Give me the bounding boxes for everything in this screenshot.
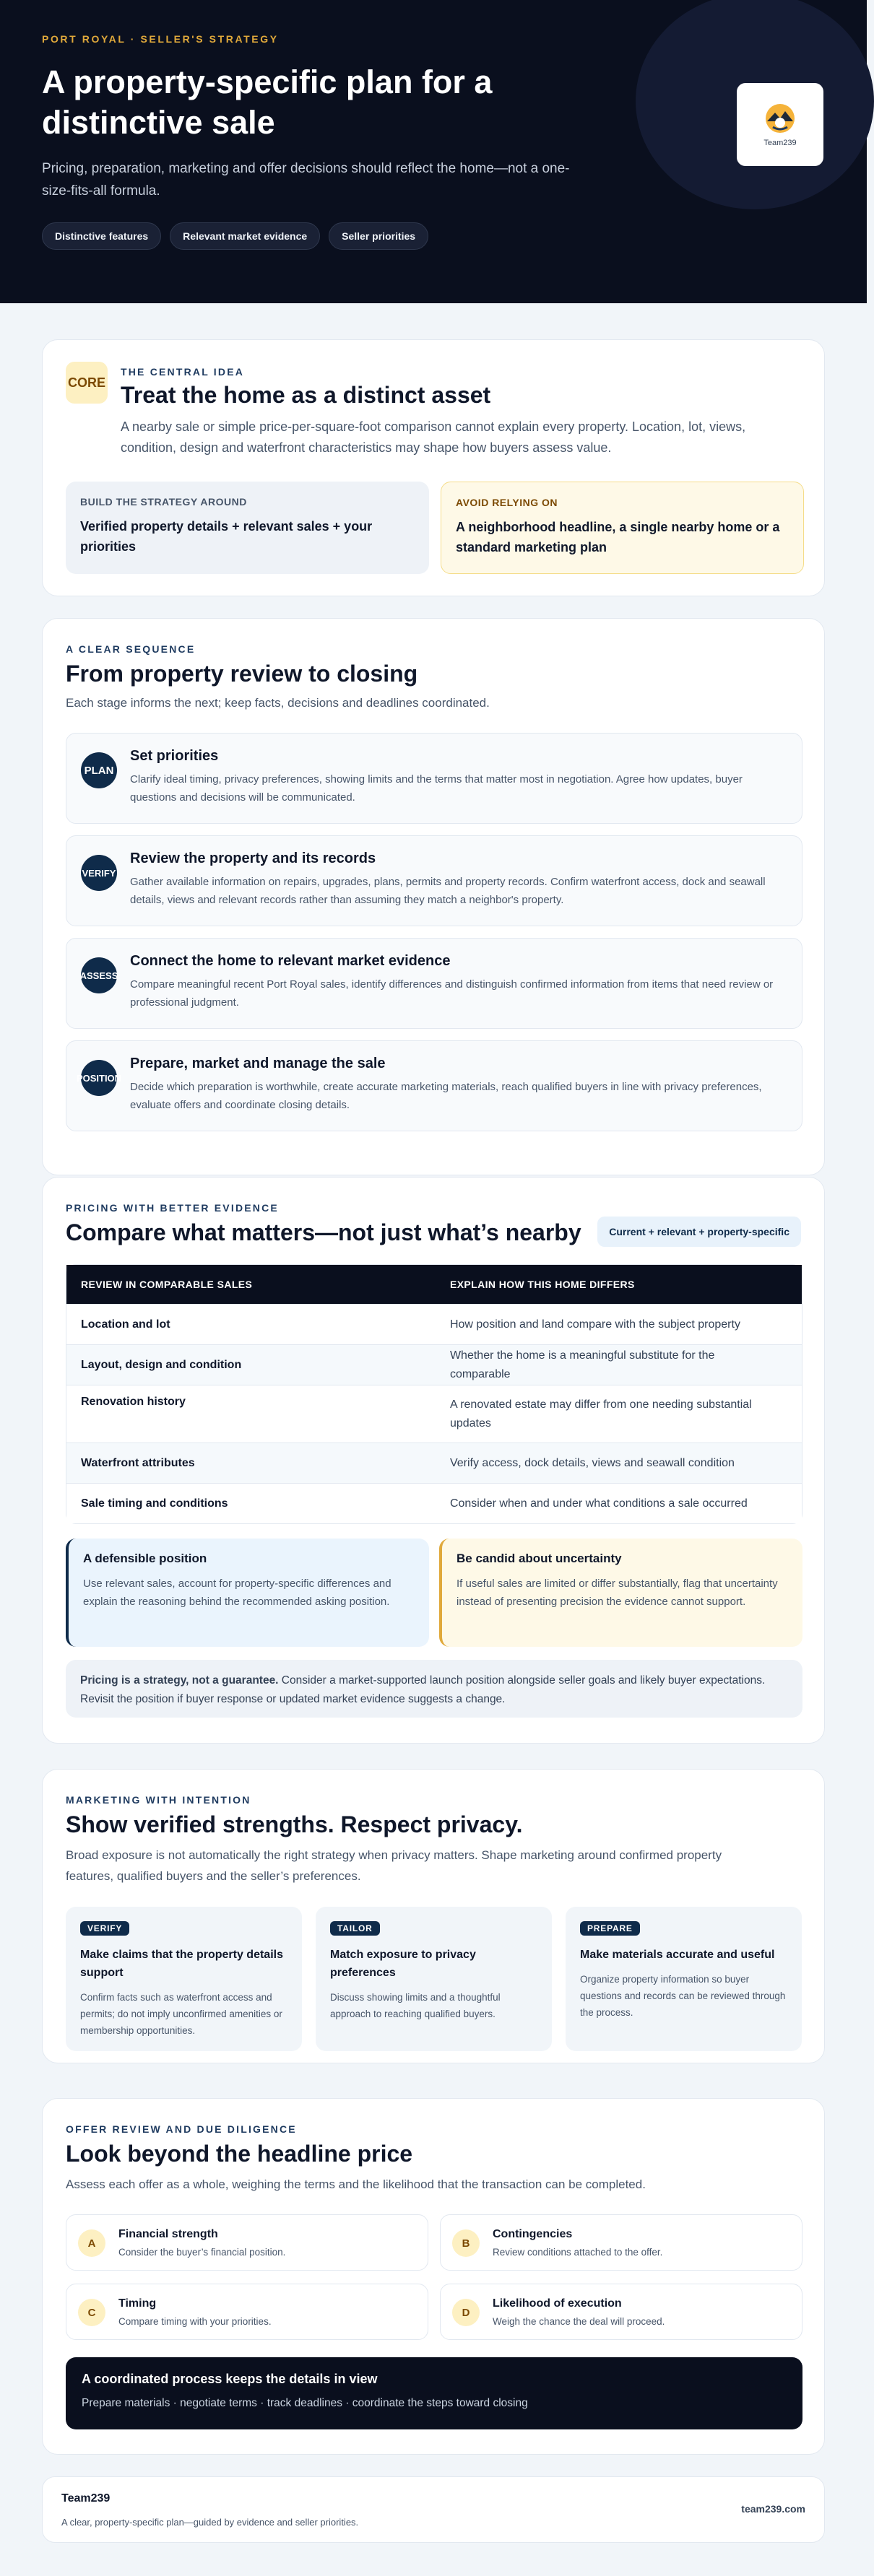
factor-description: Weigh the chance the deal will proceed.	[493, 2316, 665, 2327]
defensible-position-note	[66, 1539, 429, 1647]
pricing-title: Compare what matters—not just what’s nearby	[66, 1219, 581, 1245]
coordinated-process-banner	[66, 2357, 802, 2429]
hero-banner	[0, 0, 867, 303]
factor-description: Review conditions attached to the offer.	[493, 2247, 663, 2258]
marketing-card-tailor	[316, 1907, 552, 2051]
sequence-eyebrow: A CLEAR SEQUENCE	[66, 643, 196, 655]
comparison-table	[66, 1264, 802, 1524]
table-row	[66, 1385, 802, 1443]
central-eyebrow: THE CENTRAL IDEA	[121, 366, 245, 378]
footer-brand: Team239	[61, 2492, 111, 2505]
table-row	[66, 1483, 802, 1523]
step-description: Decide which preparation is worthwhile, create accurate marketing materials, reach qualified buyers in line with privacy preferences, evaluate offers and coordinate closing details.	[130, 1081, 762, 1111]
column-header-explain: EXPLAIN HOW THIS HOME DIFFERS	[449, 1279, 635, 1290]
build-value: Verified property details + relevant sales + your priorities	[80, 519, 373, 554]
step-description: Compare meaningful recent Port Royal sales, identify differences and distinguish confirmed information from items that need review or professional judgment.	[130, 978, 774, 1009]
offers-eyebrow: OFFER REVIEW AND DUE DILIGENCE	[66, 2123, 297, 2135]
marketing-card-description: Organize property information so buyer questions and records can be reviewed through the process.	[580, 1974, 786, 2018]
offer-factor-financial-strength	[66, 2214, 428, 2271]
offer-factor-timing	[66, 2284, 428, 2340]
marketing-card	[42, 1769, 825, 2063]
marketing-card-prepare	[566, 1907, 802, 2051]
sequence-title: From property review to closing	[66, 661, 418, 687]
core-icon: CORE	[66, 362, 108, 404]
pricing-card	[42, 1177, 825, 1744]
step-badge-verify: VERIFY	[81, 855, 117, 891]
logo-mark-icon	[764, 103, 796, 134]
hero-eyebrow: PORT ROYAL · SELLER'S STRATEGY	[42, 33, 279, 45]
note-title: A defensible position	[83, 1552, 207, 1565]
central-title: Treat the home as a distinct asset	[121, 382, 491, 408]
sequence-card	[42, 618, 825, 1175]
strategy-comparison	[66, 482, 804, 574]
coordinated-steps: Prepare materials · negotiate terms · track deadlines · coordinate the steps toward closing	[82, 2397, 528, 2409]
offer-factor-contingencies	[440, 2214, 802, 2271]
column-header-review: REVIEW IN COMPARABLE SALES	[81, 1279, 253, 1290]
central-idea-card	[42, 339, 825, 596]
factor-description: Consider the buyer’s financial position.	[118, 2247, 286, 2258]
table-cell: Sale timing and conditions	[81, 1497, 228, 1510]
step-title: Prepare, market and manage the sale	[130, 1056, 386, 1071]
offer-review-card	[42, 2098, 825, 2455]
chip-market-evidence: Relevant market evidence	[170, 222, 320, 250]
footer-tagline: A clear, property-specific plan—guided by evidence and seller priorities.	[61, 2517, 359, 2528]
offers-lead: Assess each offer as a whole, weighing the terms and the likelihood that the transaction can be completed.	[66, 2177, 646, 2191]
note-description: Use relevant sales, account for property-specific differences and explain the reasoning behind the recommended asking position.	[83, 1578, 391, 1608]
factor-title: Likelihood of execution	[493, 2297, 622, 2310]
chip-distinctive-features: Distinctive features	[42, 222, 161, 250]
marketing-lead: Broad exposure is not automatically the right strategy when privacy matters. Shape marketing around confirmed property features, qualified buyers and the seller’s preferences.	[66, 1848, 722, 1883]
step-badge-position: POSITION	[81, 1060, 117, 1096]
factor-title: Timing	[118, 2297, 157, 2310]
sequence-lead: Each stage informs the next; keep facts, decisions and deadlines coordinated.	[66, 696, 490, 710]
marketing-card-title: Make materials accurate and useful	[580, 1949, 775, 1961]
table-cell: Verify access, dock details, views and seawall condition	[449, 1456, 735, 1469]
central-body: A nearby sale or simple price-per-square-foot comparison cannot explain every property. Location, lot, views, condition, design and waterfront characteristics may shape how buyers assess value.	[121, 419, 746, 455]
pricing-eyebrow: PRICING WITH BETTER EVIDENCE	[66, 1202, 279, 1214]
offer-factor-execution	[440, 2284, 802, 2340]
table-header	[66, 1265, 802, 1304]
table-cell: How position and land compare with the subject property	[449, 1318, 740, 1331]
table-cell: A renovated estate may differ from one needing substantial updates	[449, 1398, 752, 1430]
marketing-card-description: Confirm facts such as waterfront access and permits; do not imply unconfirmed amenities or membership opportunities.	[80, 1992, 282, 2036]
table-cell: Location and lot	[81, 1318, 170, 1331]
marketing-tag: PREPARE	[580, 1921, 640, 1936]
footer-website-link[interactable]: team239.com	[741, 2503, 805, 2515]
strategy-text: Consider a market-supported launch position alongside seller goals and likely buyer expectations. Revisit the position if buyer response or updated market evidence suggests a change.	[80, 1674, 766, 1705]
marketing-tag: TAILOR	[330, 1921, 380, 1936]
hero-chips	[42, 222, 825, 250]
build-label: BUILD THE STRATEGY AROUND	[80, 496, 247, 508]
table-row	[66, 1443, 802, 1483]
avoid-box	[441, 482, 804, 574]
marketing-card-title: Make claims that the property details support	[80, 1949, 283, 1979]
note-title: Be candid about uncertainty	[457, 1552, 622, 1565]
step-position	[66, 1040, 802, 1131]
logo-wordmark: Team239	[763, 138, 797, 147]
factor-title: Financial strength	[118, 2228, 218, 2240]
marketing-card-title: Match exposure to privacy preferences	[330, 1949, 476, 1979]
factor-badge: A	[78, 2229, 105, 2257]
step-title: Set priorities	[130, 748, 219, 764]
step-title: Review the property and its records	[130, 850, 376, 866]
evidence-pill: Current + relevant + property-specific	[597, 1217, 801, 1247]
factor-description: Compare timing with your priorities.	[118, 2316, 272, 2327]
table-cell: Waterfront attributes	[81, 1456, 195, 1469]
table-body	[66, 1304, 802, 1523]
step-plan	[66, 733, 802, 824]
step-description: Gather available information on repairs, upgrades, plans, permits and property records. Confirm waterfront access, dock and seawall details, views and relevant records rather than assuming they match a neighbor's property.	[130, 876, 766, 906]
offers-title: Look beyond the headline price	[66, 2141, 413, 2167]
table-cell: Renovation history	[81, 1396, 186, 1408]
factor-title: Contingencies	[493, 2228, 573, 2240]
marketing-eyebrow: MARKETING WITH INTENTION	[66, 1794, 251, 1806]
factor-badge: D	[452, 2299, 480, 2326]
table-cell: Whether the home is a meaningful substitute for the comparable	[449, 1349, 715, 1380]
marketing-tag: VERIFY	[80, 1921, 129, 1936]
step-assess	[66, 938, 802, 1029]
build-strategy-box	[66, 482, 429, 574]
coordinated-title: A coordinated process keeps the details in view	[82, 2372, 378, 2386]
footer	[42, 2476, 825, 2543]
team-logo	[737, 83, 823, 166]
factor-badge: B	[452, 2229, 480, 2257]
note-description: If useful sales are limited or differ substantially, flag that uncertainty instead of presenting precision the evidence cannot support.	[457, 1578, 778, 1608]
hero-title: A property-specific plan for a distinctive sale	[42, 64, 493, 141]
chip-seller-priorities: Seller priorities	[329, 222, 428, 250]
step-description: Clarify ideal timing, privacy preferences, showing limits and the terms that matter most in negotiation. Agree how updates, buyer questions and decisions will be communicated.	[130, 773, 743, 804]
strategy-bold: Pricing is a strategy, not a guarantee.	[80, 1674, 279, 1687]
step-verify	[66, 835, 802, 926]
table-cell: Layout, design and condition	[81, 1358, 242, 1371]
marketing-title: Show verified strengths. Respect privacy.	[66, 1811, 523, 1837]
avoid-label: AVOID RELYING ON	[456, 497, 558, 508]
step-badge-assess: ASSESS	[81, 957, 117, 993]
marketing-card-verify	[66, 1907, 302, 2051]
uncertainty-note	[439, 1539, 802, 1647]
table-row	[66, 1304, 802, 1344]
factor-badge: C	[78, 2299, 105, 2326]
pricing-strategy-callout	[66, 1660, 802, 1718]
table-row	[66, 1344, 802, 1385]
step-title: Connect the home to relevant market evidence	[130, 953, 451, 969]
step-badge-plan: PLAN	[81, 752, 117, 788]
hero-subtitle: Pricing, preparation, marketing and offer decisions should reflect the home—not a one-size-fits-all formula.	[42, 161, 570, 199]
marketing-card-description: Discuss showing limits and a thoughtful approach to reaching qualified buyers.	[330, 1992, 501, 2019]
table-cell: Consider when and under what conditions a sale occurred	[449, 1497, 748, 1510]
avoid-value: A neighborhood headline, a single nearby home or a standard marketing plan	[456, 520, 780, 554]
